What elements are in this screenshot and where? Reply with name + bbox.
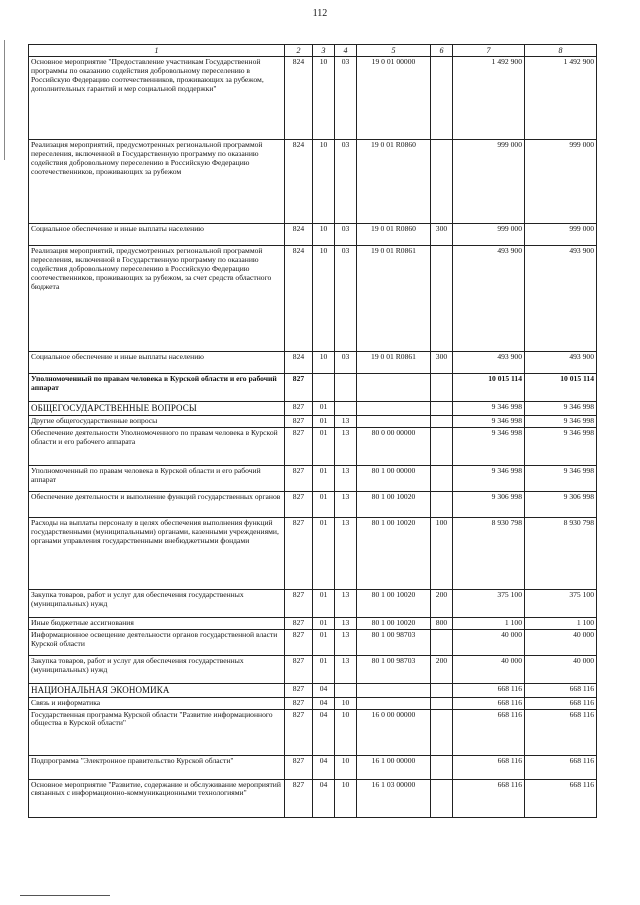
- code-expense-type: 800: [431, 618, 453, 630]
- code-section: 04: [313, 683, 335, 697]
- code-expense-type: [431, 416, 453, 428]
- amount-2020: 8 930 798: [453, 518, 525, 590]
- code-admin: 827: [285, 374, 313, 402]
- table-row: [29, 416, 597, 428]
- amount-2021: 1 492 900: [525, 57, 597, 140]
- code-subsection: 03: [335, 140, 357, 224]
- code-admin: 824: [285, 57, 313, 140]
- table-header-row: [29, 45, 597, 57]
- table-row: [29, 779, 597, 817]
- code-target: 19 0 01 R0860: [357, 140, 431, 224]
- amount-2021: 9 346 998: [525, 416, 597, 428]
- code-target: 80 1 00 10020: [357, 618, 431, 630]
- code-section: 01: [313, 466, 335, 492]
- amount-2020: 668 116: [453, 779, 525, 817]
- amount-2021: 9 346 998: [525, 466, 597, 492]
- code-target: 80 1 00 10020: [357, 492, 431, 518]
- code-subsection: 13: [335, 416, 357, 428]
- code-target: [357, 683, 431, 697]
- code-admin: 827: [285, 466, 313, 492]
- code-subsection: 03: [335, 246, 357, 352]
- code-admin: 824: [285, 140, 313, 224]
- amount-2021: 40 000: [525, 655, 597, 683]
- row-name: Обеспечение деятельности и выполнение функций государственных органов: [29, 492, 285, 518]
- code-admin: 827: [285, 618, 313, 630]
- row-name: НАЦИОНАЛЬНАЯ ЭКОНОМИКА: [29, 683, 285, 697]
- amount-2020: 9 346 998: [453, 466, 525, 492]
- code-target: 80 1 00 98703: [357, 655, 431, 683]
- code-admin: 824: [285, 246, 313, 352]
- amount-2021: 668 116: [525, 697, 597, 709]
- row-name: Иные бюджетные ассигнования: [29, 618, 285, 630]
- code-expense-type: 200: [431, 590, 453, 618]
- code-subsection: 13: [335, 518, 357, 590]
- code-expense-type: [431, 57, 453, 140]
- row-name: Реализация мероприятий, предусмотренных региональной программой переселения, включенной в Государственную программу по оказанию содействия добровольному переселению в Российскую Федерацию соотечественников, проживающих за рубежом: [29, 140, 285, 224]
- code-admin: 824: [285, 224, 313, 246]
- code-expense-type: [431, 466, 453, 492]
- code-admin: 827: [285, 709, 313, 755]
- row-name: Информационное освещение деятельности органов государственной власти Курской области: [29, 629, 285, 655]
- code-expense-type: [431, 402, 453, 416]
- code-target: 19 0 01 R0861: [357, 246, 431, 352]
- amount-2021: 668 116: [525, 779, 597, 817]
- code-target: 16 1 00 00000: [357, 755, 431, 779]
- amount-2020: 999 000: [453, 140, 525, 224]
- code-subsection: 13: [335, 655, 357, 683]
- row-name: Уполномоченный по правам человека в Курской области и его рабочий аппарат: [29, 466, 285, 492]
- amount-2020: 40 000: [453, 655, 525, 683]
- table-row: [29, 629, 597, 655]
- amount-2020: 9 346 998: [453, 428, 525, 466]
- code-admin: 827: [285, 697, 313, 709]
- budget-table: [28, 44, 597, 818]
- row-name: Государственная программа Курской области "Развитие информационного общества в Курской области": [29, 709, 285, 755]
- code-expense-type: 200: [431, 655, 453, 683]
- code-admin: 827: [285, 683, 313, 697]
- footer-rule: [20, 895, 110, 896]
- code-subsection: 13: [335, 466, 357, 492]
- code-target: 19 0 01 R0860: [357, 224, 431, 246]
- table-row: [29, 466, 597, 492]
- code-section: 10: [313, 140, 335, 224]
- amount-2021: 9 346 998: [525, 402, 597, 416]
- code-subsection: 10: [335, 755, 357, 779]
- row-name: Закупка товаров, работ и услуг для обеспечения государственных (муниципальных) нужд: [29, 590, 285, 618]
- code-section: 10: [313, 224, 335, 246]
- code-expense-type: [431, 492, 453, 518]
- row-name: Социальное обеспечение и иные выплаты населению: [29, 352, 285, 374]
- code-subsection: 03: [335, 224, 357, 246]
- code-admin: 827: [285, 629, 313, 655]
- amount-2021: 493 900: [525, 246, 597, 352]
- code-admin: 827: [285, 428, 313, 466]
- code-subsection: 10: [335, 779, 357, 817]
- amount-2021: 9 346 998: [525, 428, 597, 466]
- column-header: 8: [525, 45, 597, 57]
- code-section: 04: [313, 755, 335, 779]
- column-header: 5: [357, 45, 431, 57]
- code-section: 01: [313, 590, 335, 618]
- code-admin: 824: [285, 352, 313, 374]
- amount-2021: 40 000: [525, 629, 597, 655]
- code-expense-type: [431, 246, 453, 352]
- code-expense-type: [431, 683, 453, 697]
- code-target: 80 1 00 98703: [357, 629, 431, 655]
- table-row: [29, 590, 597, 618]
- code-section: 10: [313, 246, 335, 352]
- code-section: 10: [313, 352, 335, 374]
- amount-2021: 8 930 798: [525, 518, 597, 590]
- row-name: Другие общегосударственные вопросы: [29, 416, 285, 428]
- table-row: [29, 374, 597, 402]
- amount-2020: 9 346 998: [453, 416, 525, 428]
- code-admin: 827: [285, 416, 313, 428]
- amount-2020: 9 346 998: [453, 402, 525, 416]
- code-subsection: 13: [335, 629, 357, 655]
- amount-2020: 668 116: [453, 709, 525, 755]
- column-header: 7: [453, 45, 525, 57]
- code-section: 10: [313, 57, 335, 140]
- code-admin: 827: [285, 755, 313, 779]
- code-expense-type: [431, 428, 453, 466]
- table-row: [29, 224, 597, 246]
- amount-2021: 9 306 998: [525, 492, 597, 518]
- code-expense-type: 300: [431, 224, 453, 246]
- code-target: 16 1 03 00000: [357, 779, 431, 817]
- code-subsection: 03: [335, 57, 357, 140]
- code-section: 01: [313, 428, 335, 466]
- row-name: Социальное обеспечение и иные выплаты населению: [29, 224, 285, 246]
- amount-2021: 999 000: [525, 224, 597, 246]
- amount-2020: 668 116: [453, 755, 525, 779]
- code-target: 80 0 00 00000: [357, 428, 431, 466]
- amount-2020: 375 100: [453, 590, 525, 618]
- amount-2021: 375 100: [525, 590, 597, 618]
- table-row: [29, 492, 597, 518]
- row-name: Закупка товаров, работ и услуг для обеспечения государственных (муниципальных) нужд: [29, 655, 285, 683]
- row-name: Расходы на выплаты персоналу в целях обеспечения выполнения функций государственными (муниципальными) органами, казенными учреждениями, органами управления государственными внебюджетными фондами: [29, 518, 285, 590]
- code-subsection: 10: [335, 709, 357, 755]
- row-name: Основное мероприятие "Предоставление участникам Государственной программы по оказанию содействия добровольному переселению в Российскую Федерацию соотечественников, проживающих за рубежом, дополнительных гарантий и мер социальной поддержки": [29, 57, 285, 140]
- code-section: 01: [313, 518, 335, 590]
- row-name: Основное мероприятие "Развитие, содержание и обслуживание мероприятий связанных с информационно-коммуникационными технологиями": [29, 779, 285, 817]
- code-section: 01: [313, 618, 335, 630]
- table-row: [29, 518, 597, 590]
- code-admin: 827: [285, 779, 313, 817]
- scan-edge-mark: [4, 40, 5, 160]
- amount-2020: 40 000: [453, 629, 525, 655]
- row-name: Связь и информатика: [29, 697, 285, 709]
- amount-2020: 10 015 114: [453, 374, 525, 402]
- row-name: Реализация мероприятий, предусмотренных региональной программой переселения, включенной в Государственную программу по оказанию содействия добровольному переселению в Российскую Федерацию соотечественников, проживающих за рубежом, за счет средств областного бюджета: [29, 246, 285, 352]
- code-section: 01: [313, 655, 335, 683]
- code-expense-type: 300: [431, 352, 453, 374]
- column-header: 6: [431, 45, 453, 57]
- code-section: 04: [313, 709, 335, 755]
- column-header: 2: [285, 45, 313, 57]
- amount-2020: 1 492 900: [453, 57, 525, 140]
- code-admin: 827: [285, 492, 313, 518]
- code-subsection: 13: [335, 590, 357, 618]
- row-name: Подпрограмма "Электронное правительство Курской области": [29, 755, 285, 779]
- table-row: [29, 755, 597, 779]
- code-subsection: [335, 402, 357, 416]
- code-section: 01: [313, 629, 335, 655]
- table-row: [29, 709, 597, 755]
- code-admin: 827: [285, 590, 313, 618]
- code-section: 01: [313, 492, 335, 518]
- amount-2021: 668 116: [525, 755, 597, 779]
- amount-2020: 493 900: [453, 246, 525, 352]
- amount-2020: 9 306 998: [453, 492, 525, 518]
- code-target: 80 1 00 00000: [357, 466, 431, 492]
- code-expense-type: [431, 629, 453, 655]
- column-header: 1: [29, 45, 285, 57]
- code-target: 80 1 00 10020: [357, 518, 431, 590]
- code-target: 16 0 00 00000: [357, 709, 431, 755]
- code-subsection: 13: [335, 492, 357, 518]
- row-name: Уполномоченный по правам человека в Курской области и его рабочий аппарат: [29, 374, 285, 402]
- table-row: [29, 57, 597, 140]
- column-header: 4: [335, 45, 357, 57]
- code-expense-type: [431, 697, 453, 709]
- code-admin: 827: [285, 402, 313, 416]
- table-row: [29, 352, 597, 374]
- code-section: 01: [313, 416, 335, 428]
- code-subsection: [335, 683, 357, 697]
- code-subsection: 13: [335, 618, 357, 630]
- code-target: [357, 416, 431, 428]
- code-section: 04: [313, 779, 335, 817]
- amount-2021: 668 116: [525, 683, 597, 697]
- amount-2021: 999 000: [525, 140, 597, 224]
- code-expense-type: [431, 374, 453, 402]
- code-section: 04: [313, 697, 335, 709]
- code-subsection: 10: [335, 697, 357, 709]
- code-subsection: [335, 374, 357, 402]
- code-expense-type: [431, 779, 453, 817]
- page-number: 112: [312, 8, 328, 19]
- amount-2020: 1 100: [453, 618, 525, 630]
- row-name: ОБЩЕГОСУДАРСТВЕННЫЕ ВОПРОСЫ: [29, 402, 285, 416]
- table-row: [29, 428, 597, 466]
- code-section: [313, 374, 335, 402]
- code-admin: 827: [285, 518, 313, 590]
- table-row: [29, 246, 597, 352]
- code-target: 80 1 00 10020: [357, 590, 431, 618]
- code-expense-type: [431, 140, 453, 224]
- code-expense-type: 100: [431, 518, 453, 590]
- table-row: [29, 402, 597, 416]
- amount-2021: 668 116: [525, 709, 597, 755]
- code-target: [357, 402, 431, 416]
- amount-2020: 668 116: [453, 697, 525, 709]
- table-row: [29, 618, 597, 630]
- row-name: Обеспечение деятельности Уполномоченного по правам человека в Курской области и его рабочего аппарата: [29, 428, 285, 466]
- amount-2020: 999 000: [453, 224, 525, 246]
- amount-2020: 493 900: [453, 352, 525, 374]
- amount-2021: 10 015 114: [525, 374, 597, 402]
- table-row: [29, 697, 597, 709]
- code-target: 19 0 01 00000: [357, 57, 431, 140]
- code-expense-type: [431, 709, 453, 755]
- amount-2021: 1 100: [525, 618, 597, 630]
- column-header: 3: [313, 45, 335, 57]
- code-admin: 827: [285, 655, 313, 683]
- code-target: 19 0 01 R0861: [357, 352, 431, 374]
- table-row: [29, 683, 597, 697]
- code-subsection: 13: [335, 428, 357, 466]
- table-row: [29, 655, 597, 683]
- code-target: [357, 697, 431, 709]
- code-subsection: 03: [335, 352, 357, 374]
- amount-2021: 493 900: [525, 352, 597, 374]
- amount-2020: 668 116: [453, 683, 525, 697]
- code-section: 01: [313, 402, 335, 416]
- table-row: [29, 140, 597, 224]
- code-target: [357, 374, 431, 402]
- code-expense-type: [431, 755, 453, 779]
